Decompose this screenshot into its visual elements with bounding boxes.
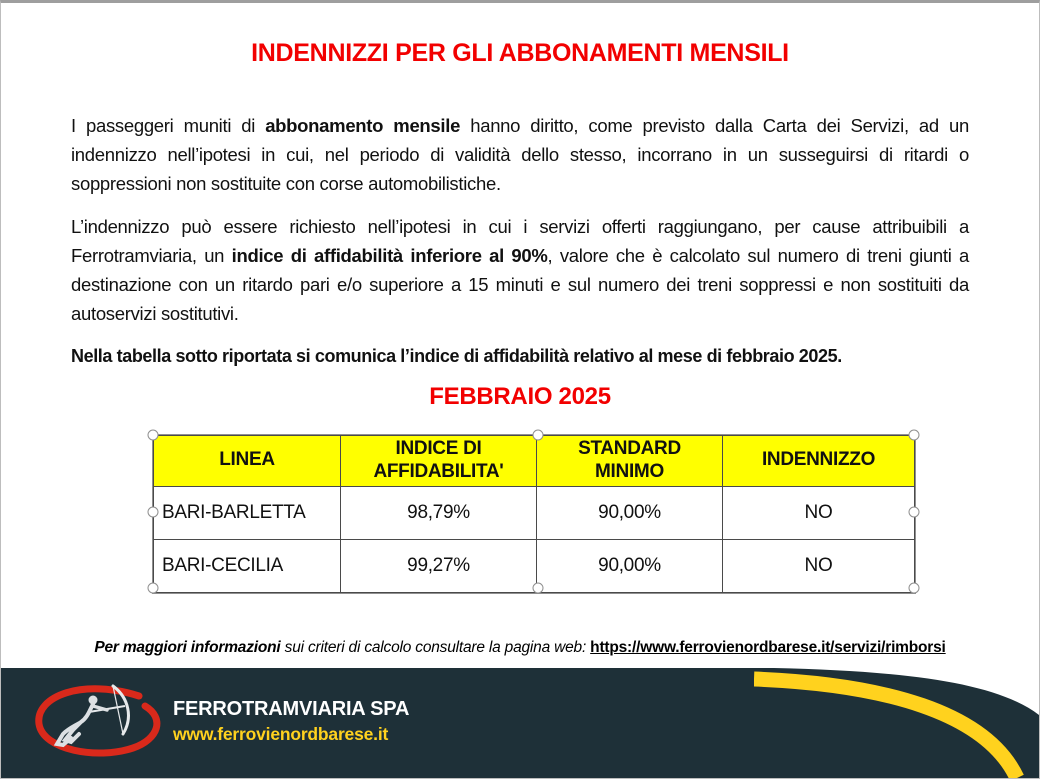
cell-linea: BARI-BARLETTA [154, 486, 341, 539]
rimborsi-link[interactable]: https://www.ferrovienordbarese.it/servizi/rimborsi [590, 638, 946, 656]
footer-curve-decoration [754, 668, 1039, 778]
body-copy [71, 111, 969, 371]
table-row [154, 486, 915, 539]
cell-indice: 98,79% [341, 486, 537, 539]
cell-indice: 99,27% [341, 539, 537, 592]
footer-note-lead: Per maggiori informazioni [94, 638, 281, 656]
brand-block [173, 698, 409, 744]
month-heading: FEBBRAIO 2025 [429, 383, 611, 410]
cell-indennizzo: NO [723, 539, 915, 592]
paragraph-1 [71, 111, 969, 198]
cell-standard: 90,00% [537, 539, 723, 592]
cell-indennizzo: NO [723, 486, 915, 539]
ferrotramviaria-logo [27, 680, 161, 764]
paragraph-1-text: I passeggeri muniti di [71, 115, 266, 136]
selection-handle[interactable] [909, 583, 920, 594]
paragraph-2-bold: indice di affidabilità inferiore al 90% [231, 245, 548, 266]
selection-handle[interactable] [148, 507, 159, 518]
footer-bar [1, 668, 1039, 778]
reliability-table [153, 435, 915, 593]
company-website[interactable]: www.ferrovienordbarese.it [173, 724, 389, 744]
header-linea: LINEA [154, 436, 341, 487]
company-name: FERROTRAMVIARIA SPA [173, 698, 410, 720]
paragraph-1-bold: abbonamento mensile [265, 115, 461, 136]
selection-handle[interactable] [909, 507, 920, 518]
reliability-table-container [153, 435, 914, 593]
selection-handle[interactable] [533, 430, 544, 441]
footer-note [41, 639, 999, 657]
selection-handle[interactable] [148, 583, 159, 594]
paragraph-1-text-2: hanno diritto, come previsto dalla Carta dei Servizi, ad un indennizzo nell’ipotesi in cui, nel periodo di validità dello stesso, incorrano in un susseguirsi di ritardi o soppressioni non sostituite con corse automobilistiche. [71, 115, 969, 194]
header-indennizzo: INDENNIZZO [723, 436, 915, 487]
selection-handle[interactable] [148, 430, 159, 441]
table-header-row [154, 436, 915, 487]
paragraph-2 [71, 212, 969, 328]
paragraph-2-text: L’indennizzo può essere richiesto nell’ipotesi in cui i servizi offerti raggiungano, per cause attribuibili a Ferrotramviaria, un [71, 216, 969, 266]
paragraph-3: Nella tabella sotto riportata si comunica l’indice di affidabilità relativo al mese di febbraio 2025. [71, 346, 842, 366]
selection-handle[interactable] [533, 583, 544, 594]
page-title: INDENNIZZI PER GLI ABBONAMENTI MENSILI [251, 39, 789, 67]
header-indice-affidabilita: INDICE DI AFFIDABILITA' [341, 436, 537, 487]
selection-handle[interactable] [909, 430, 920, 441]
cell-linea: BARI-CECILIA [154, 539, 341, 592]
paragraph-2-text-2: , valore che è calcolato sul numero di treni giunti a destinazione con un ritardo pari e/o superiore a 15 minuti e sul numero dei treni soppressi e non sostituiti da autoservizi sostitutivi. [71, 245, 970, 324]
footer-note-middle: sui criteri di calcolo consultare la pagina web: [280, 638, 591, 656]
cell-standard: 90,00% [537, 486, 723, 539]
header-standard-minimo: STANDARD MINIMO [537, 436, 723, 487]
